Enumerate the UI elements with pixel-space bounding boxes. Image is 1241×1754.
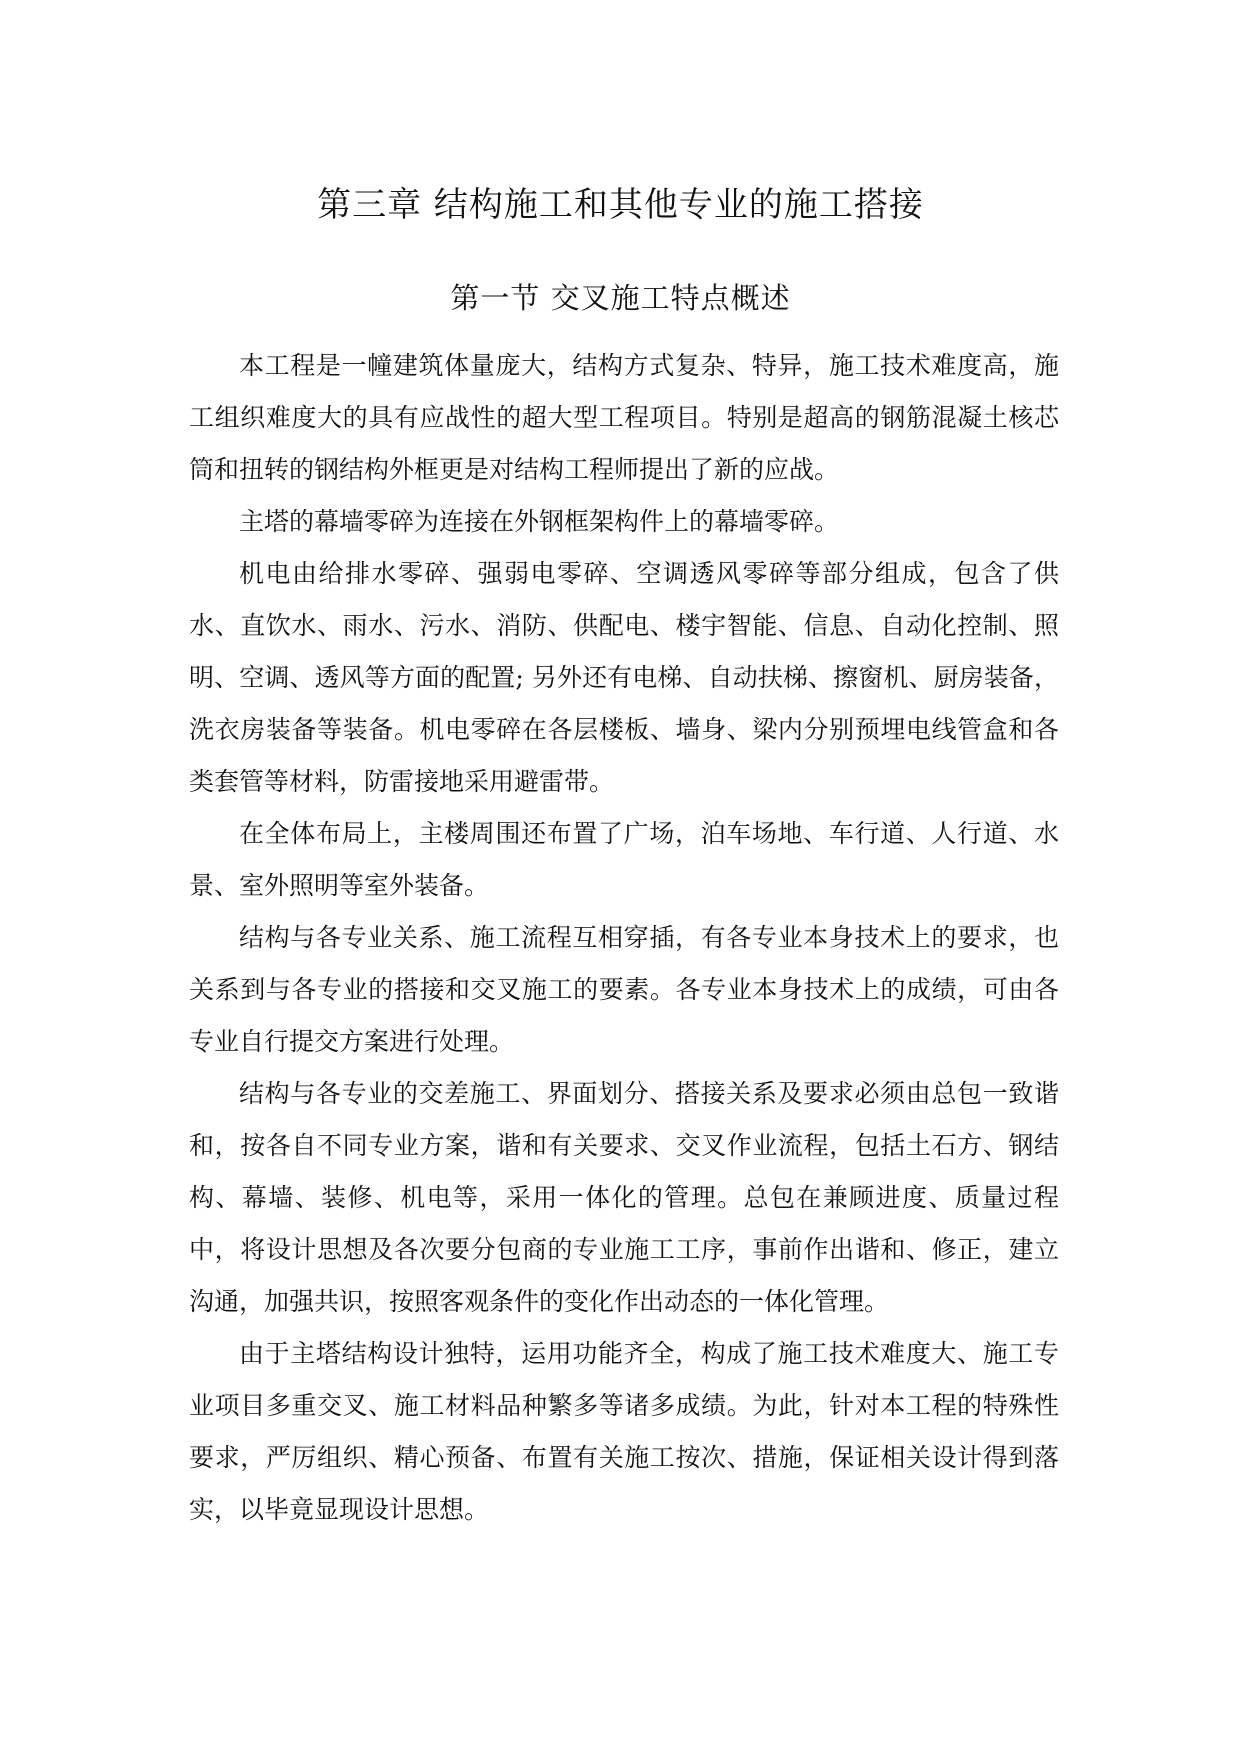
paragraph: 机电由给排水零碎、强弱电零碎、空调透风零碎等部分组成，包含了供水、直饮水、雨水、污水、消防、供配电、楼宇智能、信息、自动化控制、照明、空调、透风等方面的配置; 另外还有电梯、自动扶梯、擦窗机、厨房装备，洗衣房装备等装备。机电零碎在各层楼板、墙身、梁内分别预埋电线管盒和各类套管等材料，防雷接地采用避雷带。 [189,559,1059,796]
paragraph: 结构与各专业关系、施工流程互相穿插，有各专业本身技术上的要求，也关系到与各专业的搭接和交叉施工的要素。各专业本身技术上的成绩，可由各专业自行提交方案进行处理。 [189,923,1059,1056]
chapter-title: 第三章 结构施工和其他专业的施工搭接 [317,185,924,225]
paragraph: 主塔的幕墙零碎为连接在外钢框架构件上的幕墙零碎。 [239,507,840,536]
paragraph: 由于主塔结构设计独特，运用功能齐全，构成了施工技术难度大、施工专业项目多重交叉、施工材料品种繁多等诸多成绩。为此，针对本工程的特殊性要求，严厉组织、精心预备、布置有关施工按次、措施，保证相关设计得到落实，以毕竟显现设计思想。 [189,1339,1059,1524]
body-text [189,340,1059,1536]
paragraph: 结构与各专业的交差施工、界面划分、搭接关系及要求必须由总包一致谐和，按各自不同专业方案，谐和有关要求、交叉作业流程，包括土石方、钢结构、幕墙、装修、机电等，采用一体化的管理。总包在兼顾进度、质量过程中，将设计思想及各次要分包商的专业施工工序，事前作出谐和、修正，建立沟通，加强共识，按照客观条件的变化作出动态的一体化管理。 [189,1079,1059,1316]
paragraph: 在全体布局上，主楼周围还布置了广场，泊车场地、车行道、人行道、水景、室外照明等室外装备。 [189,819,1059,900]
paragraph: 本工程是一幢建筑体量庞大，结构方式复杂、特异，施工技术难度高，施工组织难度大的具有应战性的超大型工程项目。特别是超高的钢筋混凝土核芯筒和扭转的钢结构外框更是对结构工程师提出了新的应战。 [189,351,1059,484]
section-title: 第一节 交叉施工特点概述 [450,281,791,315]
